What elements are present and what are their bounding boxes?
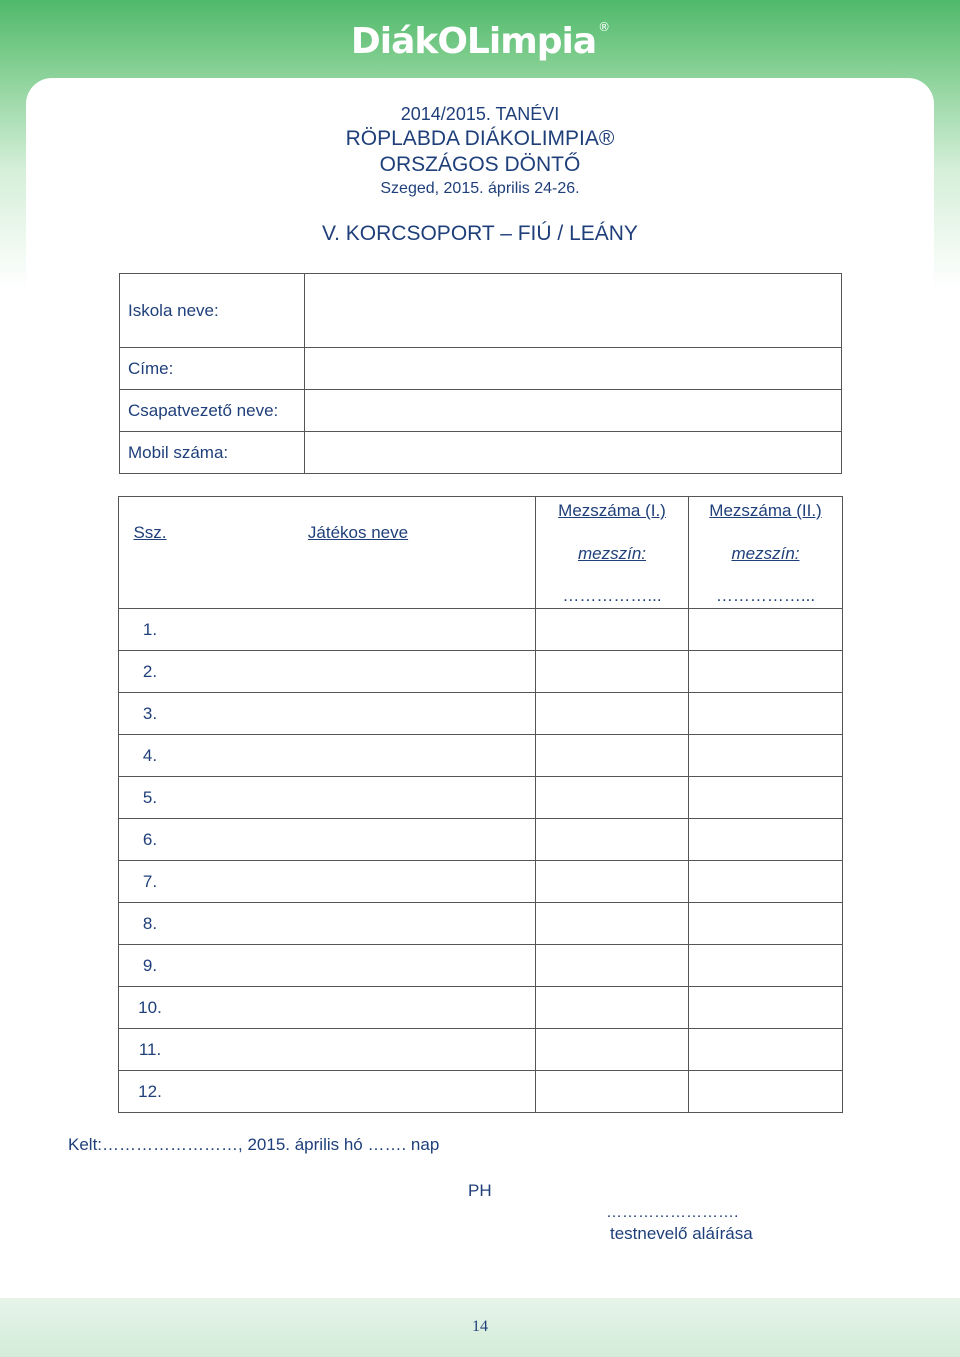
stamp-placeholder: PH [468, 1181, 492, 1200]
player-name-cell[interactable] [181, 987, 536, 1029]
table-row [119, 903, 843, 945]
player-name-cell[interactable] [181, 693, 536, 735]
table-row [119, 945, 843, 987]
player-name-cell[interactable] [181, 651, 536, 693]
table-row [119, 693, 843, 735]
jersey2-title: Mezszáma (II.) [709, 501, 822, 520]
page-number: 14 [472, 1318, 488, 1335]
venue-date: Szeged, 2015. április 24-26. [380, 180, 580, 197]
category-title: V. KORCSOPORT – FIÚ / LEÁNY [322, 222, 638, 245]
roster-table [118, 496, 843, 1113]
jersey2-cell[interactable] [689, 735, 843, 777]
row-number: 1. [119, 609, 182, 651]
school-label: Iskola neve: [120, 274, 305, 348]
player-name-cell[interactable] [181, 945, 536, 987]
jersey1-cell[interactable] [536, 987, 689, 1029]
player-name-cell[interactable] [181, 861, 536, 903]
row-number: 9. [119, 945, 182, 987]
row-number: 6. [119, 819, 182, 861]
jersey1-cell[interactable] [536, 819, 689, 861]
team-info-table [119, 273, 842, 474]
jersey1-cell[interactable] [536, 861, 689, 903]
row-number: 11. [119, 1029, 182, 1071]
table-row [119, 777, 843, 819]
jersey1-cell[interactable] [536, 693, 689, 735]
jersey2-color-dots[interactable]: ……………... [715, 586, 816, 605]
jersey1-cell[interactable] [536, 735, 689, 777]
table-row [119, 987, 843, 1029]
player-name-cell[interactable] [181, 1029, 536, 1071]
table-row [119, 1071, 843, 1113]
jersey1-header [536, 497, 689, 609]
jersey2-cell[interactable] [689, 609, 843, 651]
jersey1-cell[interactable] [536, 945, 689, 987]
signature-label: testnevelő aláírása [610, 1224, 753, 1243]
player-name-cell[interactable] [181, 735, 536, 777]
mobile-field[interactable] [305, 432, 842, 474]
ssz-header: Ssz. [119, 497, 182, 609]
row-number: 10. [119, 987, 182, 1029]
player-name-cell[interactable] [181, 609, 536, 651]
jersey2-cell[interactable] [689, 945, 843, 987]
jersey2-cell[interactable] [689, 651, 843, 693]
row-number: 4. [119, 735, 182, 777]
address-label: Címe: [120, 348, 305, 390]
jersey1-cell[interactable] [536, 903, 689, 945]
school-field[interactable] [305, 274, 842, 348]
leader-label: Csapatvezető neve: [120, 390, 305, 432]
row-number: 12. [119, 1071, 182, 1113]
row-number: 2. [119, 651, 182, 693]
mobile-label: Mobil száma: [120, 432, 305, 474]
player-name-cell[interactable] [181, 777, 536, 819]
jersey2-cell[interactable] [689, 903, 843, 945]
signature-line[interactable]: ……………………. [606, 1204, 739, 1221]
jersey1-cell[interactable] [536, 1071, 689, 1113]
player-name-cell[interactable] [181, 819, 536, 861]
table-row [119, 819, 843, 861]
jersey1-cell[interactable] [536, 609, 689, 651]
stage-title: ORSZÁGOS DÖNTŐ [379, 153, 581, 176]
table-row [119, 735, 843, 777]
table-row [119, 609, 843, 651]
jersey2-cell[interactable] [689, 861, 843, 903]
table-row [119, 861, 843, 903]
jersey1-cell[interactable] [536, 651, 689, 693]
player-name-cell[interactable] [181, 1071, 536, 1113]
jersey1-title: Mezszáma (I.) [558, 501, 666, 520]
jersey2-cell[interactable] [689, 1071, 843, 1113]
table-row [119, 1029, 843, 1071]
leader-field[interactable] [305, 390, 842, 432]
row-number: 7. [119, 861, 182, 903]
jersey2-cell[interactable] [689, 777, 843, 819]
jersey2-cell[interactable] [689, 819, 843, 861]
jersey2-color-label: mezszín: [731, 544, 800, 563]
address-field[interactable] [305, 348, 842, 390]
jersey1-color-dots[interactable]: ……………... [562, 586, 662, 605]
row-number: 3. [119, 693, 182, 735]
row-number: 8. [119, 903, 182, 945]
jersey1-cell[interactable] [536, 1029, 689, 1071]
dated-line[interactable]: Kelt:……………………, 2015. április hó ……. nap [68, 1135, 440, 1154]
jersey2-cell[interactable] [689, 693, 843, 735]
player-name-cell[interactable] [181, 903, 536, 945]
diakolimpia-logo: DiákOLimpia ® [350, 20, 610, 62]
season-title: 2014/2015. TANÉVI [400, 104, 560, 124]
player-name-header: Játékos neve [181, 497, 536, 609]
table-row [119, 651, 843, 693]
jersey1-color-label: mezszín: [577, 544, 647, 563]
jersey1-cell[interactable] [536, 777, 689, 819]
row-number: 5. [119, 777, 182, 819]
competition-title: RÖPLABDA DIÁKOLIMPIA® [345, 127, 615, 150]
jersey2-cell[interactable] [689, 987, 843, 1029]
jersey2-header [689, 497, 843, 609]
jersey2-cell[interactable] [689, 1029, 843, 1071]
